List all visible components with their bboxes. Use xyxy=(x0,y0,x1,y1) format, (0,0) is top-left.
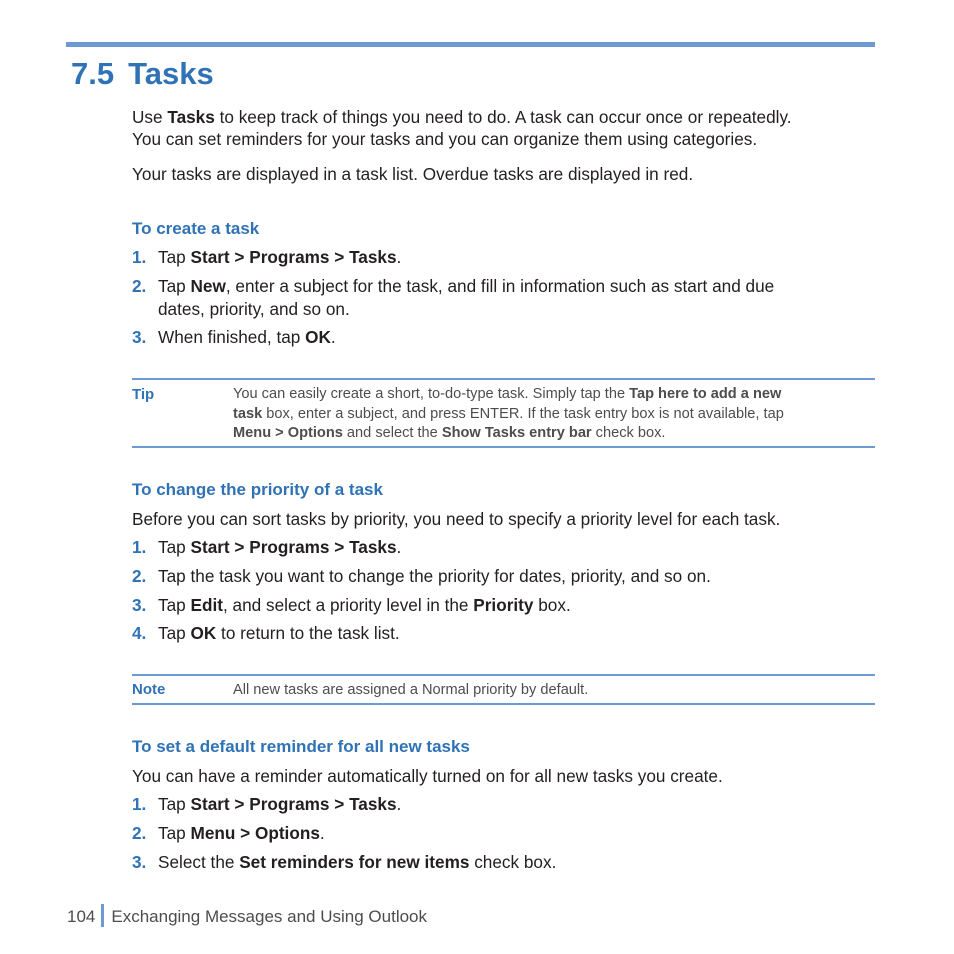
text-run: Tap the task you want to change the priority for dates, priority, and so on. xyxy=(158,566,711,586)
text-run: Before you can sort tasks by priority, you need to specify a priority level for each task. xyxy=(132,509,781,529)
text-line xyxy=(132,106,792,128)
page-title xyxy=(71,56,214,92)
text-run: Tap xyxy=(158,623,191,643)
text-line xyxy=(233,681,588,701)
change-priority-heading: To change the priority of a task xyxy=(132,480,383,499)
text-run: . xyxy=(319,823,325,843)
bold-term: Show Tasks entry bar xyxy=(441,425,592,441)
text-run: Tap xyxy=(158,823,191,843)
bold-term: Start > Programs > Tasks xyxy=(190,247,397,267)
text-line xyxy=(158,326,336,349)
section-title: Tasks xyxy=(128,56,214,91)
bold-term: Menu > Options xyxy=(190,823,320,843)
bold-term: Tasks xyxy=(167,107,215,127)
text-line xyxy=(158,822,325,845)
text-run: to keep track of things you need to do. A task can occur once or repeatedly. xyxy=(214,107,792,127)
tip-text xyxy=(233,385,784,444)
text-run: box, enter a subject, and press ENTER. If the task entry box is not available, tap xyxy=(262,405,784,422)
text-run: , and select a priority level in the xyxy=(222,595,474,615)
step-number: 1. xyxy=(132,537,147,557)
text-line xyxy=(158,851,556,874)
text-run: You can easily create a short, to-do-type task. Simply tap the xyxy=(233,386,630,402)
text-run: and select the xyxy=(342,425,442,441)
tip-box xyxy=(132,378,875,448)
bold-term: Start > Programs > Tasks xyxy=(190,537,397,557)
text-run: . xyxy=(396,537,402,557)
step-number: 2. xyxy=(132,276,147,296)
text-line xyxy=(158,275,774,298)
bold-term: OK xyxy=(305,327,331,347)
note-text xyxy=(233,681,588,701)
bold-term: Start > Programs > Tasks xyxy=(190,794,397,814)
bold-term: OK xyxy=(190,623,217,643)
chapter-title: Exchanging Messages and Using Outlook xyxy=(111,907,428,926)
default-reminder-heading: To set a default reminder for all new tasks xyxy=(132,737,470,756)
bold-term: task xyxy=(233,405,263,422)
step-number: 3. xyxy=(132,852,147,872)
text-line xyxy=(158,793,401,816)
intro-paragraph-2 xyxy=(132,163,693,185)
bold-term: Priority xyxy=(473,595,534,615)
step-number: 3. xyxy=(132,327,147,347)
page-number: 104 xyxy=(67,907,96,926)
step-number: 4. xyxy=(132,623,147,643)
text-line xyxy=(233,405,784,425)
text-line xyxy=(132,765,723,787)
step-number: 2. xyxy=(132,823,147,843)
section-number: 7.5 xyxy=(71,56,115,91)
text-line xyxy=(158,594,571,617)
bold-term: Edit xyxy=(190,595,223,615)
text-run: Tap xyxy=(158,537,191,557)
text-line xyxy=(132,163,693,185)
text-run: Select the xyxy=(158,852,240,872)
text-run: . xyxy=(396,794,402,814)
text-line xyxy=(158,622,400,645)
bold-term: Menu > Options xyxy=(233,425,343,441)
default-reminder-intro xyxy=(132,765,723,787)
step-number: 1. xyxy=(132,247,147,267)
text-run: check box. xyxy=(591,425,666,441)
text-run: box. xyxy=(533,595,571,615)
text-run: You can have a reminder automatically turned on for all new tasks you create. xyxy=(132,766,723,786)
text-line xyxy=(233,385,784,405)
step-text xyxy=(158,275,774,321)
step-text xyxy=(158,246,401,269)
step-text xyxy=(158,326,336,349)
text-line xyxy=(132,128,792,150)
text-run: to return to the task list. xyxy=(216,623,400,643)
text-line xyxy=(158,536,401,559)
text-run: Tap xyxy=(158,794,191,814)
text-line xyxy=(158,565,711,588)
create-task-heading: To create a task xyxy=(132,219,260,238)
bold-term: Set reminders for new items xyxy=(239,852,470,872)
bold-term: Tap here to add a new xyxy=(629,386,782,402)
tip-label: Tip xyxy=(132,386,155,403)
text-run: . xyxy=(330,327,336,347)
text-run: When finished, tap xyxy=(158,327,306,347)
text-line xyxy=(132,508,780,530)
text-line xyxy=(233,424,784,444)
page-footer xyxy=(67,904,427,927)
step-text xyxy=(158,565,711,588)
text-line xyxy=(158,246,401,269)
change-priority-intro xyxy=(132,508,780,530)
text-run: Use xyxy=(132,107,168,127)
step-text xyxy=(158,822,325,845)
note-box xyxy=(132,674,875,705)
step-text xyxy=(158,622,400,645)
text-run: You can set reminders for your tasks and you can organize them using categories. xyxy=(132,129,758,149)
text-run: Tap xyxy=(158,276,191,296)
text-run: Tap xyxy=(158,247,191,267)
top-rule xyxy=(66,42,875,47)
note-label: Note xyxy=(132,681,166,698)
step-text xyxy=(158,793,401,816)
step-number: 3. xyxy=(132,595,147,615)
text-run: dates, priority, and so on. xyxy=(158,299,350,319)
text-line xyxy=(158,298,774,321)
bold-term: New xyxy=(190,276,226,296)
text-run: . xyxy=(396,247,402,267)
step-text xyxy=(158,851,556,874)
text-run: , enter a subject for the task, and fill in information such as start and due xyxy=(225,276,775,296)
text-run: check box. xyxy=(469,852,557,872)
text-run: Your tasks are displayed in a task list. Overdue tasks are displayed in red. xyxy=(132,164,694,184)
step-text xyxy=(158,594,571,617)
text-run: Tap xyxy=(158,595,191,615)
intro-paragraph xyxy=(132,106,792,150)
step-text xyxy=(158,536,401,559)
text-run: All new tasks are assigned a Normal priority by default. xyxy=(233,682,589,698)
step-number: 1. xyxy=(132,794,147,814)
footer-divider xyxy=(101,904,104,927)
step-number: 2. xyxy=(132,566,147,586)
